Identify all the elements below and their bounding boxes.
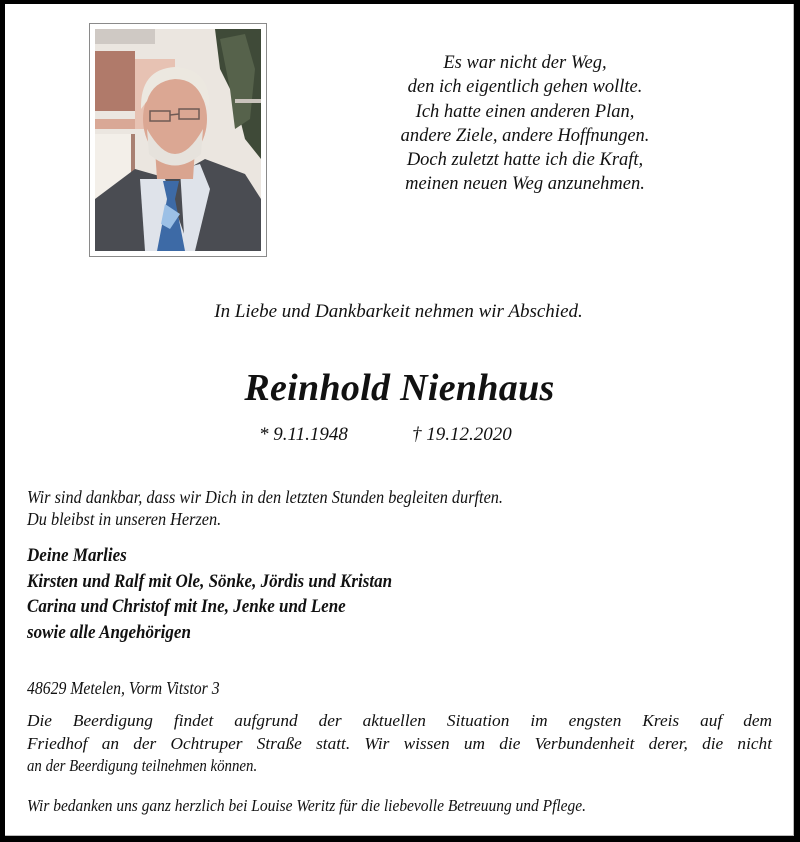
mourner-line: Carina und Christof mit Ine, Jenke und Lene: [27, 597, 346, 617]
mourners-list: [27, 544, 392, 646]
thanks-line: Du bleibst in unseren Herzen.: [27, 509, 222, 529]
poem-line: andere Ziele, andere Hoffnungen.: [400, 125, 650, 146]
closing-thanks: Wir bedanken uns ganz herzlich bei Louise Weritz für die liebevolle Betreuung und Pflege.: [27, 796, 587, 815]
farewell-line: [5, 301, 794, 323]
funeral-line: Friedhof an der Ochtruper Straße statt. Wir wissen um die Verbundenheit derer, die nicht: [27, 733, 772, 753]
poem-line: Doch zuletzt hatte ich die Kraft,: [406, 150, 644, 171]
poem-line: Ich hatte einen anderen Plan,: [415, 101, 635, 122]
death-date: † 19.12.2020: [412, 424, 512, 445]
poem-line: Es war nicht der Weg,: [443, 53, 607, 73]
portrait-photo: [95, 29, 261, 251]
poem-line: den ich eigentlich gehen wollte.: [407, 77, 643, 98]
mourner-line: sowie alle Angehörigen: [27, 622, 191, 643]
obituary-card: [5, 4, 794, 836]
mourner-line: Deine Marlies: [27, 546, 127, 566]
portrait-frame: [89, 23, 267, 257]
deceased-name: Reinhold Nienhaus: [244, 367, 555, 409]
funeral-notice: [27, 710, 772, 778]
thanks-line: Wir sind dankbar, dass wir Dich in den letzten Stunden begleiten durften.: [27, 487, 504, 507]
poem-line: meinen neuen Weg anzunehmen.: [405, 174, 645, 195]
mourner-line: Kirsten und Ralf mit Ole, Sönke, Jördis und Kristan: [27, 571, 393, 592]
thanks-message: [27, 486, 503, 530]
funeral-line: Die Beerdigung findet aufgrund der aktuellen Situation im engsten Kreis auf dem: [27, 711, 772, 730]
funeral-line: an der Beerdigung teilnehmen können.: [27, 756, 258, 775]
birth-date: * 9.11.1948: [259, 424, 348, 445]
farewell-text: In Liebe und Dankbarkeit nehmen wir Abschied.: [214, 301, 583, 322]
poem: [325, 51, 725, 197]
address: 48629 Metelen, Vorm Vitstor 3: [27, 678, 220, 698]
portrait-photo-icon: [95, 29, 261, 251]
